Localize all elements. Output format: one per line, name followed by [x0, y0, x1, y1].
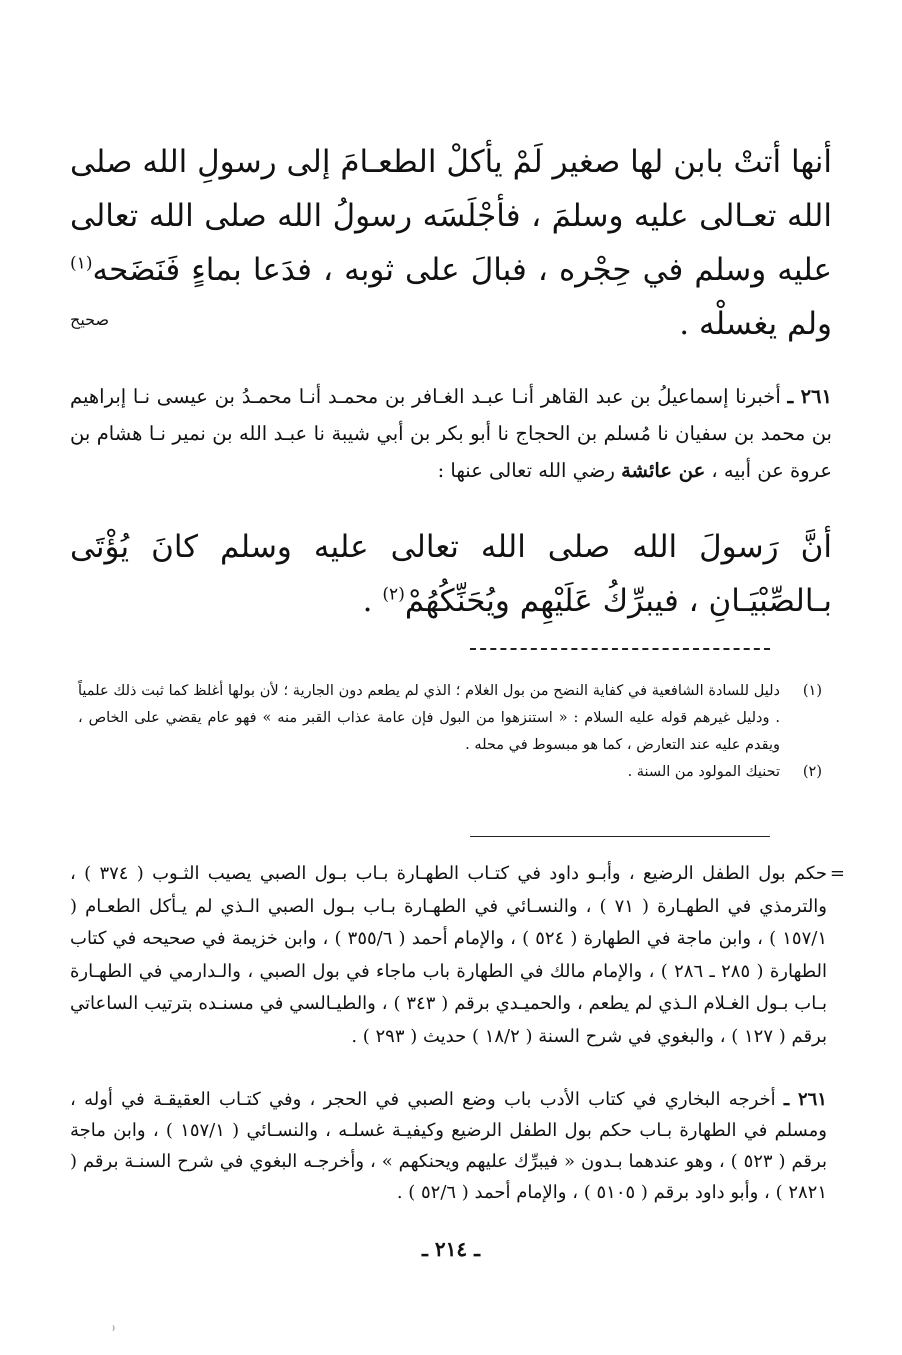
hadith-260-end: ولم يغسلْه .: [679, 306, 832, 342]
hadith-261-end: .: [362, 583, 383, 619]
hadith-261-body: أنَّ رَسولَ الله صلى الله تعالى عليه وسلم كانَ يُؤْتَى بـالصِّبْيَـانِ ، فيبرِّكُ عَلَيْهِم ويُحَنِّكُهُمْ: [70, 529, 832, 619]
takhrij-260: [70, 858, 845, 1053]
footnote-mark: (١): [802, 683, 822, 699]
page-number: ـ ٢١٤ ـ: [422, 1237, 480, 1261]
hadith-260-body: أنها أتتْ بابن لها صغير لَمْ يأكلْ الطعـامَ إلى رسولِ الله صلى الله تعـالى عليه وسلمَ ، فأجْلَسَه رسولُ الله صلى الله تعالى عليه وسلم في حِجْره ، فبالَ على ثوبه ، فدَعا بماءٍ فَنَضَحه: [70, 144, 833, 288]
footnote-mark: (٢): [802, 764, 822, 780]
hadith-261-isnad: [70, 378, 832, 489]
narrator-name: عن عائشة: [621, 459, 706, 482]
takhrij-number: ٢٦١ ـ: [783, 1089, 827, 1110]
takhrij-261: [70, 1084, 827, 1208]
footnote-rule: [470, 836, 770, 837]
footnote-1: [78, 678, 822, 759]
footnote-2: [78, 759, 822, 786]
hadith-grade: صحيح: [70, 310, 110, 329]
isnad-end: رضي الله تعالى عنها :: [437, 459, 622, 482]
isnad-chain: أخبرنا إسماعيلُ بن عبد القاهر أنـا عبـد الغـافر بن محمـد أنـا محمـدُ بن عيسى نـا إبراهيم بن محمد بن سفيان نا مُسلم بن الحجاج نا أبو بكر بن أبي شيبة نا عبـد الله بن نمير نـا هشام بن عروة عن أبيه ،: [70, 385, 832, 482]
hadith-261-matn: [70, 520, 832, 628]
dashed-separator: [470, 648, 770, 650]
hadith-260-text: [70, 135, 832, 351]
takhrij-260-text: حكم بول الطفل الرضيع ، وأبـو داود في كتـاب الطهـارة بـاب بـول الصبي يصيب الثـوب ( ٣٧٤ ) ، والترمذي في الطهـارة ( ٧١ ) ، والنسـائي في الطهـارة بـاب بـول الصبي الـذي لم يـأكل الطعـام ( ١٥٧/١ ) ، وابن ماجة في الطهارة ( ٥٢٤ ) ، والإمام أحمد ( ٣٥٥/٦ ) ، وابن خزيمة في صحيحه في كتاب الطهارة ( ٢٨٥ ـ ٢٨٦ ) ، والإمام مالك في الطهارة باب ماجاء في بول الصبي ، والـدارمي في الطهـارة بـاب بـول الغـلام الـذي لم يطعم ، والحميـدي برقم ( ٣٤٣ ) ، والطيـالسي في مسنـده بترتيب الساعاتي برقم ( ١٢٧ ) ، والبغوي في شرح السنة ( ١٨/٢ ) حديث ( ٢٩٣ ) .: [70, 863, 828, 1047]
footnote-text: تحنيك المولود من السنة .: [627, 764, 780, 780]
footnotes-section: [78, 678, 822, 786]
hadith-number: ٢٦١ ـ: [787, 385, 832, 408]
takhrij-261-text: أخرجه البخاري في كتاب الأدب باب وضع الصبي في الحجر ، وفي كتـاب العقيقـة في أوله ، ومسلم في الطهارة بـاب حكم بول الطفل الرضيع وكيفيـة غسلـه ، والنسـائي ( ١٥٧/١ ) ، وابن ماجة برقم ( ٥٢٣ ) ، وهو عندهما بـدون « فيبرِّك عليهم ويحنكهم » ، وأخرجـه البغوي في شرح السنـة برقم ( ٢٨٢١ ) ، وأبو داود برقم ( ٥١٠٥ ) ، والإمام أحمد ( ٥٢/٦ ) .: [70, 1089, 827, 1203]
footnote-ref-1[interactable]: (١): [70, 253, 93, 274]
footnote-ref-2[interactable]: (٢): [382, 584, 405, 605]
continuation-mark: =: [829, 863, 845, 884]
footnote-text: دليل للسادة الشافعية في كفاية النضح من بول الغلام ؛ الذي لم يطعم دون الجارية ؛ لأن بولها أغلظ كما ثبت ذلك علمياً . ودليل غيرهم قوله عليه السلام : « استنزهوا من البول فإن عامة عذاب القبر منه » فهو عام يقضي على الخاص ، ويقدم عليه عند التعارض ، كما هو مبسوط في محله .: [78, 683, 780, 753]
stray-mark: ⁽: [112, 1323, 115, 1337]
